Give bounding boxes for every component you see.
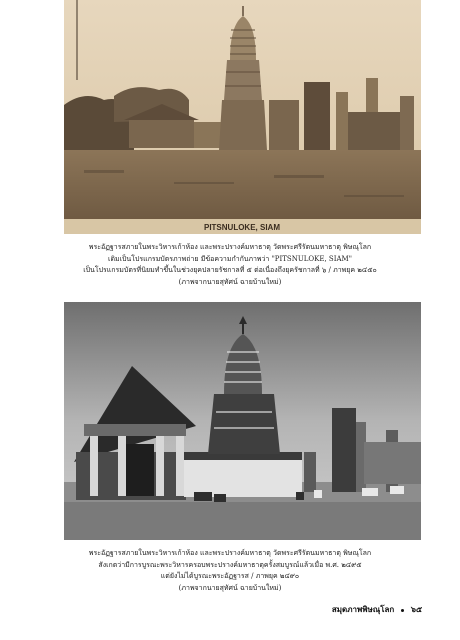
postcard-inscription: PITSNULOKE, SIAM [203,223,281,232]
caption-2-line-4: (ภาพจากนายสุทัศน์ ฉายบ้านใหม่) [178,583,282,592]
caption-2-line-2: สังเกตว่ามีการบูรณะพระวิหารครอบพระปรางค์มหาธาตุครั้งสมบูรณ์แล้วเมื่อ พ.ศ. ๒๔๙๕ [98,560,362,569]
caption-2-line-1: พระอัฏฐารสภายในพระวิหารเก้าห้อง และพระปรางค์มหาธาตุ วัดพระศรีรัตนมหาธาตุ พิษณุโลก [88,549,372,557]
caption-photo-1 [40,242,420,288]
bullet-icon [401,609,404,612]
caption-1-line-2: เดิมเป็นโปรแกรมบัตรภาพถ่าย มีข้อความกำกับภาพว่า "PITSNULOKE, SIAM" [108,254,352,263]
caption-1-line-4: (ภาพจากนายสุทัศน์ ฉายบ้านใหม่) [178,277,282,286]
postcard-image [64,0,421,234]
page-footer [332,603,422,616]
book-title: สมุดภาพพิษณุโลก [331,604,395,614]
caption-1-line-3: เป็นโปรแกรมบัตรที่นิยมทำขึ้นในช่วงยุคปลายรัชกาลที่ ๕ ต่อเนื่องถึงยุครัชกาลที่ ๖ / ภาพยุค ๒๔๕๐ [83,266,377,274]
photo-postcard-prang [64,0,421,234]
bw-photo-image [64,302,421,540]
caption-1-line-1: พระอัฏฐารสภายในพระวิหารเก้าห้อง และพระปรางค์มหาธาตุ วัดพระศรีรัตนมหาธาตุ พิษณุโลก [88,243,372,251]
page-number: ๖๕ [410,604,422,614]
caption-photo-2 [40,548,420,594]
caption-2-line-3: แต่ยังไม่ได้บูรณะพระอัฏฐารส / ภาพยุค ๒๔๙๐ [160,572,300,580]
photo-vihara-prang [64,302,421,540]
